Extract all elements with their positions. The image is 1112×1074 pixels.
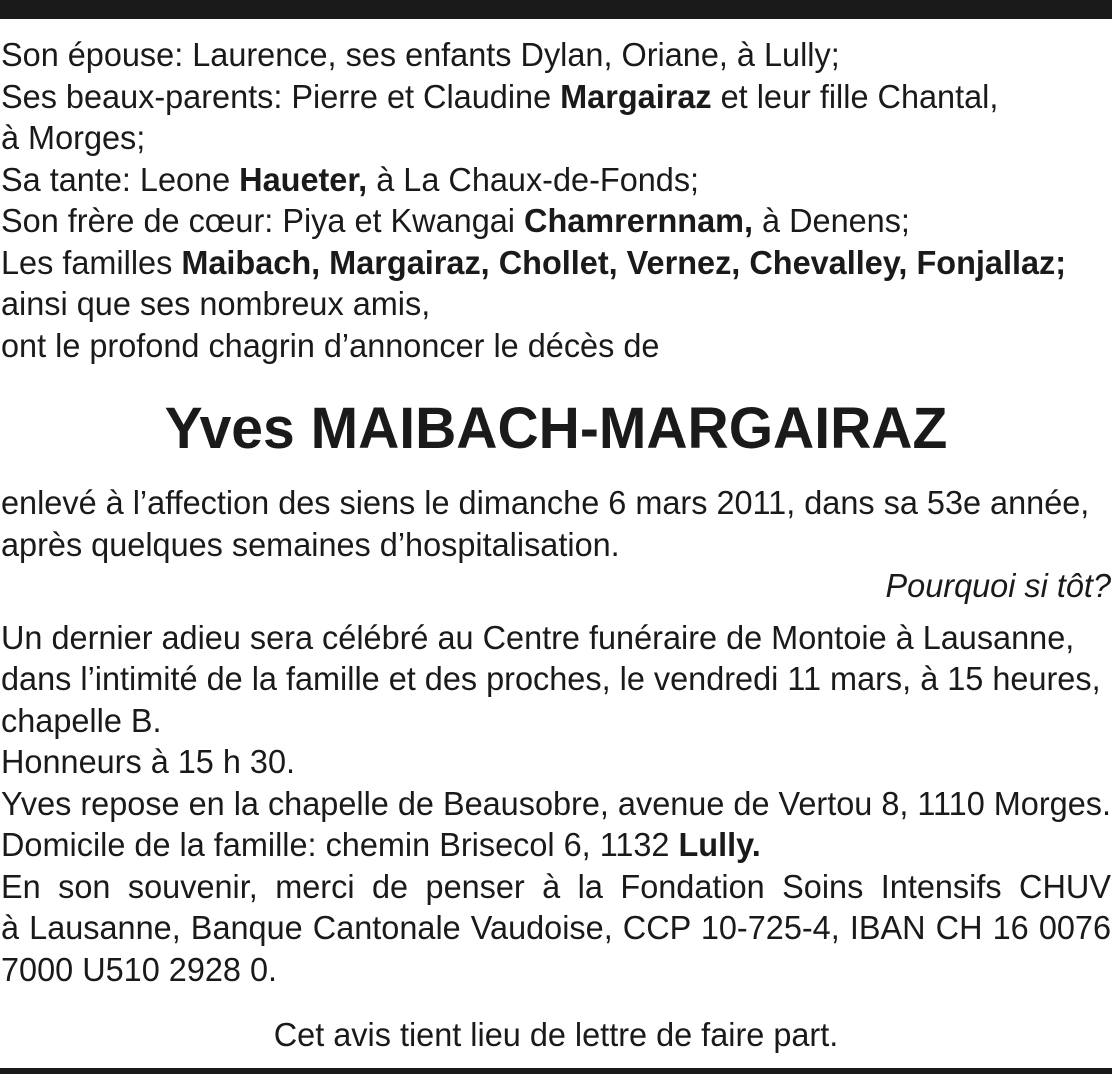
family-line-families: Les familles Maibach, Margairaz, Chollet, Vernez, Chevalley, Fonjallaz; [1,243,1067,281]
top-rule [0,0,1112,19]
family-line-spouse: Son épouse: Laurence, ses enfants Dylan, Oriane, à Lully; [1,36,840,73]
deceased-name: Yves MAIBACH-MARGAIRAZ [164,396,948,461]
service-line-bank: à Lausanne, Banque Cantonale Vaudoise, CCP 10-725-4, IBAN CH 16 0076 [1,909,1111,946]
place-bold: Lully. [678,826,761,863]
surname-bold: Maibach, Margairaz, Chollet, Vernez, Chevalley, Fonjallaz; [181,243,1067,281]
family-line-announcement: ont le profond chagrin d’annoncer le décès de [1,326,660,364]
family-line-brother: Son frère de cœur: Piya et Kwangai Chamrernnam, à Denens; [1,202,910,239]
death-section [1,482,1111,565]
family-line-aunt: Sa tante: Leone Haueter, à La Chaux-de-Fonds; [1,160,700,198]
service-line-honours: Honneurs à 15 h 30. [1,743,296,780]
surname-bold: Chamrernnam, [524,202,754,239]
service-section [1,617,1111,991]
surname-bold: Haueter, [239,160,368,198]
service-line-farewell: Un dernier adieu sera célébré au Centre funéraire de Montoie à Lausanne, [1,618,1075,656]
service-line-donation: En son souvenir, merci de penser à la Fondation Soins Intensifs CHUV [1,867,1111,905]
bottom-rule [0,1068,1112,1074]
service-line-domicile: Domicile de la famille: chemin Brisecol 6, 1132 Lully. [1,826,761,863]
family-section [1,34,1111,366]
closing-line: Cet avis tient lieu de lettre de faire part. [273,1016,839,1053]
family-line-friends: ainsi que ses nombreux amis, [1,285,431,322]
family-line-in-laws: Ses beaux-parents: Pierre et Claudine Margairaz et leur fille Chantal, [1,77,999,115]
quote-line: Pourquoi si tôt? [885,567,1111,604]
death-line-date: enlevé à l’affection des siens le dimanche 6 mars 2011, dans sa 53e année, [1,484,1090,521]
obituary-notice [1,34,1111,1056]
service-line-chapel: chapelle B. [1,701,162,739]
service-line-repose: Yves repose en la chapelle de Beausobre, avenue de Vertou 8, 1110 Morges. [1,784,1111,822]
service-line-date: dans l’intimité de la famille et des proches, le vendredi 11 mars, à 15 heures, [1,660,1101,697]
service-line-iban-end: 7000 U510 2928 0. [1,950,278,988]
death-line-hospital: après quelques semaines d’hospitalisation. [1,525,620,563]
surname-bold: Margairaz [560,77,712,115]
family-line-in-laws-place: à Morges; [1,119,146,156]
